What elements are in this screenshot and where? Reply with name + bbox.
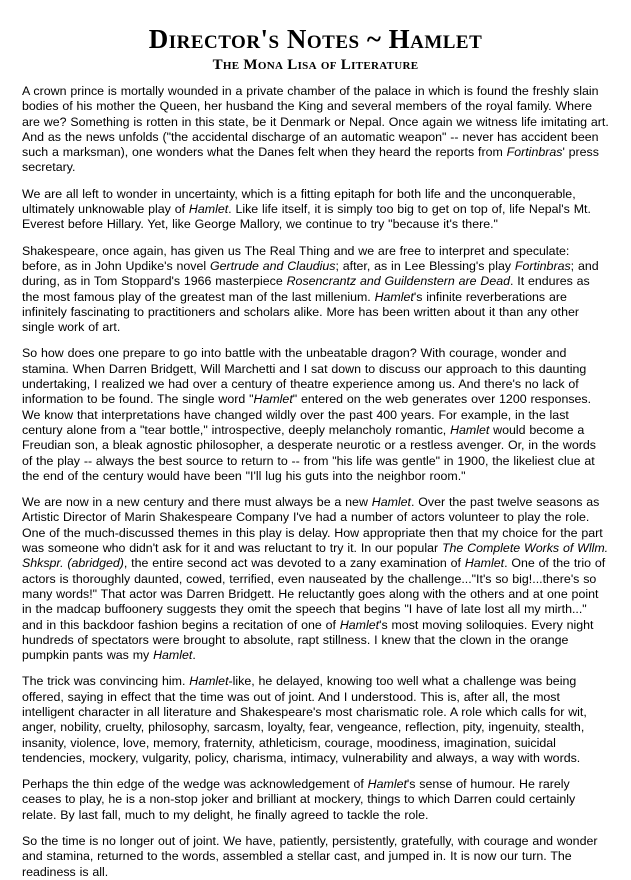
paragraph: A crown prince is mortally wounded in a private chamber of the palace in which is found the freshly slain bodies of his mother the Queen, her husband the King and several members of the royal family. Where are we? Something is rotten in this state, be it Denmark or Nepal. Once again we witness life imitating art. And as the news unfolds ("the accidental discharge of an automatic weapon" -- never has accident been such a marksman), one wonders what the Danes felt when they heard the reports from Fortinbras' press secretary. xyxy=(22,84,609,175)
paragraph: Shakespeare, once again, has given us The Real Thing and we are free to interpret and speculate: before, as in John Updike's novel Gertrude and Claudius; after, as in Lee Blessing's play Fortinbras; and during, as in Tom Stoppard's 1966 masterpiece Rosencrantz and Guildenstern are Dead. It endures as the most famous play of the greatest man of the last millenium. Hamlet's infinite reverberations are infinitely fascinating to practitioners and scholars alike. More has been written about it than any other single work of art. xyxy=(22,243,599,335)
paragraph: Perhaps the thin edge of the wedge was acknowledgement of Hamlet's sense of humour. He rarely ceases to play, he is a non-stop joker and brilliant at mockery, things to which Darren could certainly relate. By last fall, much to my delight, he finally agreed to tackle the role. xyxy=(22,777,576,822)
page-title: Director's Notes ~ Hamlet xyxy=(148,24,483,54)
paragraph: The trick was convincing him. Hamlet-like, he delayed, knowing too well what a challenge was being offered, saying in effect that the time was out of joint. And I understood. This is, after all, the most intelligent character in all literature and Shakespeare's most charismatic role. A role which calls for wit, anger, nobility, cruelty, philosophy, sarcasm, loyalty, fear, vengeance, reflection, pity, ingenuity, stealth, insanity, violence, love, memory, fraternity, athleticism, courage, moodiness, imagination, suicidal tendencies, mockery, vulgarity, policy, charisma, intimacy, vulnerability and always, a way with words. xyxy=(22,674,587,765)
paragraph: We are now in a new century and there must always be a new Hamlet. Over the past twelve seasons as Artistic Director of Marin Shakespeare Company I've had a number of actors volunteer to play the role. One of the much-discussed themes in this play is delay. How appropriate then that my choice for the part was someone who didn't ask for it and was reluctant to try it. In our popular The Complete Works of Wllm. Shkspr. (abridged), the entire second act was devoted to a zany examination of Hamlet. One of the trio of actors is thoroughly daunted, cowed, terrified, even nauseated by the challenge..."It's so big!...there's so many words!" That actor was Darren Bridgett. He reluctantly goes along with the others and at one point in the madcap buffoonery suggests they omit the speech that begins "I have of late lost all my mirth..." and in this backdoor fashion begins a recitation of one of Hamlet's most moving soliloquies. Every night hundreds of spectators were brought to absolute, rapt stillness. I knew that the clown in the orange pumpkin pants was my Hamlet. xyxy=(22,495,609,663)
paragraph: We are all left to wonder in uncertainty, which is a fitting epitaph for both life and the unconquerable, ultimately unknowable play of Hamlet. Like life itself, it is simply too big to get on top of, life Nepal's Mt. Everest before Hillary. Yet, like George Mallory, we continue to try "because it's there." xyxy=(22,186,591,232)
document-body xyxy=(22,84,609,880)
page-subtitle: The Mona Lisa of Literature xyxy=(212,57,419,73)
paragraph: So the time is no longer out of joint. We have, patiently, persistently, gratefully, with courage and wonder and stamina, returned to the words, assembled a stellar cast, and jumped in. It is now our turn. The readiness is all. xyxy=(22,834,598,879)
paragraph: So how does one prepare to go into battle with the unbeatable dragon? With courage, wonder and stamina. When Darren Bridgett, Will Marchetti and I sat down to discuss our approach to this daunting undertaking, I realized we had over a century of theatre experience among us. And there's no lack of information to be found. The single word "Hamlet" entered on the web generates over 1200 responses. We know that interpretations have changed wildly over the past 400 years. For example, in the last century alone from a "tear bottle," introspective, deeply melancholy romantic, Hamlet would become a Freudian son, a bleak agnostic philosopher, a desperate neurotic or a restless avenger. Or, in the words of the play -- always the best source to return to -- from "his life was gentle" in 1900, the likeliest clue at the end of the century would have been "I'll lug his guts into the neighbor room." xyxy=(22,346,596,483)
